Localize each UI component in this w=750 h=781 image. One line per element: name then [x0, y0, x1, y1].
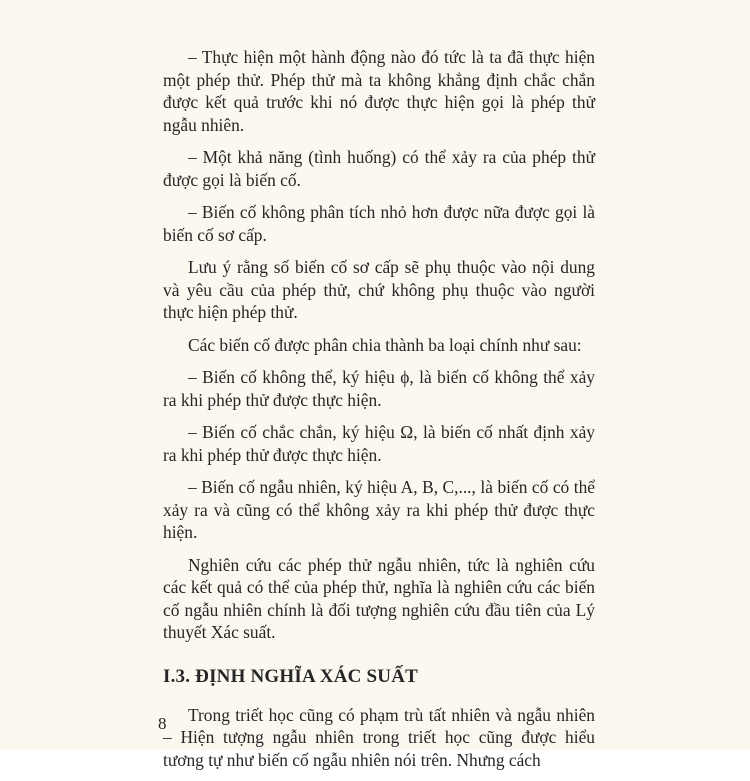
paragraph-event-types: Các biến cố được phân chia thành ba loại chính như sau: [188, 334, 582, 355]
paragraph-event: – Một khả năng (tình huống) có thể xảy ra của phép thử được gọi là biến cố. [163, 147, 595, 190]
paragraph-random-event: – Biến cố ngẫu nhiên, ký hiệu A, B, C,..., là biến cố có thể xảy ra và cũng có thể không xảy ra khi phép thử được thực hiện. [163, 477, 595, 542]
paragraph-note: Lưu ý rằng số biến cố sơ cấp sẽ phụ thuộc vào nội dung và yêu cầu của phép thử, chứ không phụ thuộc vào người thực hiện phép thử. [163, 257, 595, 322]
paragraph-philosophy: Trong triết học cũng có phạm trù tất nhiên và ngẫu nhiên – Hiện tượng ngẫu nhiên trong triết học cũng được hiểu tương tự như biến cố ngẫu nhiên nói trên. Nhưng cách [163, 704, 595, 770]
page-content [163, 46, 595, 781]
section-heading: I.3. ĐỊNH NGHĨA XÁC SUẤT [163, 665, 419, 687]
paragraph-certain-event: – Biến cố chắc chắn, ký hiệu Ω, là biến cố nhất định xảy ra khi phép thử được thực hiện. [163, 422, 595, 465]
paragraph-research-object: Nghiên cứu các phép thử ngẫu nhiên, tức là nghiên cứu các kết quả có thể của phép thử, nghĩa là nghiên cứu các biến cố ngẫu nhiên chính là đối tượng nghiên cứu đầu tiên của Lý thuyết Xác suất. [163, 554, 595, 642]
page-number: 8 [158, 714, 167, 733]
paragraph-random-trial: – Thực hiện một hành động nào đó tức là ta đã thực hiện một phép thử. Phép thử mà ta không khẳng định chắc chắn được kết quả trước khi nó được thực hiện gọi là phép thử ngẫu nhiên. [163, 47, 595, 135]
paragraph-elementary-event: – Biến cố không phân tích nhỏ hơn được nữa được gọi là biến cố sơ cấp. [163, 202, 595, 245]
paragraph-impossible-event: – Biến cố không thể, ký hiệu ϕ, là biến cố không thể xảy ra khi phép thử được thực hiện. [163, 367, 595, 410]
